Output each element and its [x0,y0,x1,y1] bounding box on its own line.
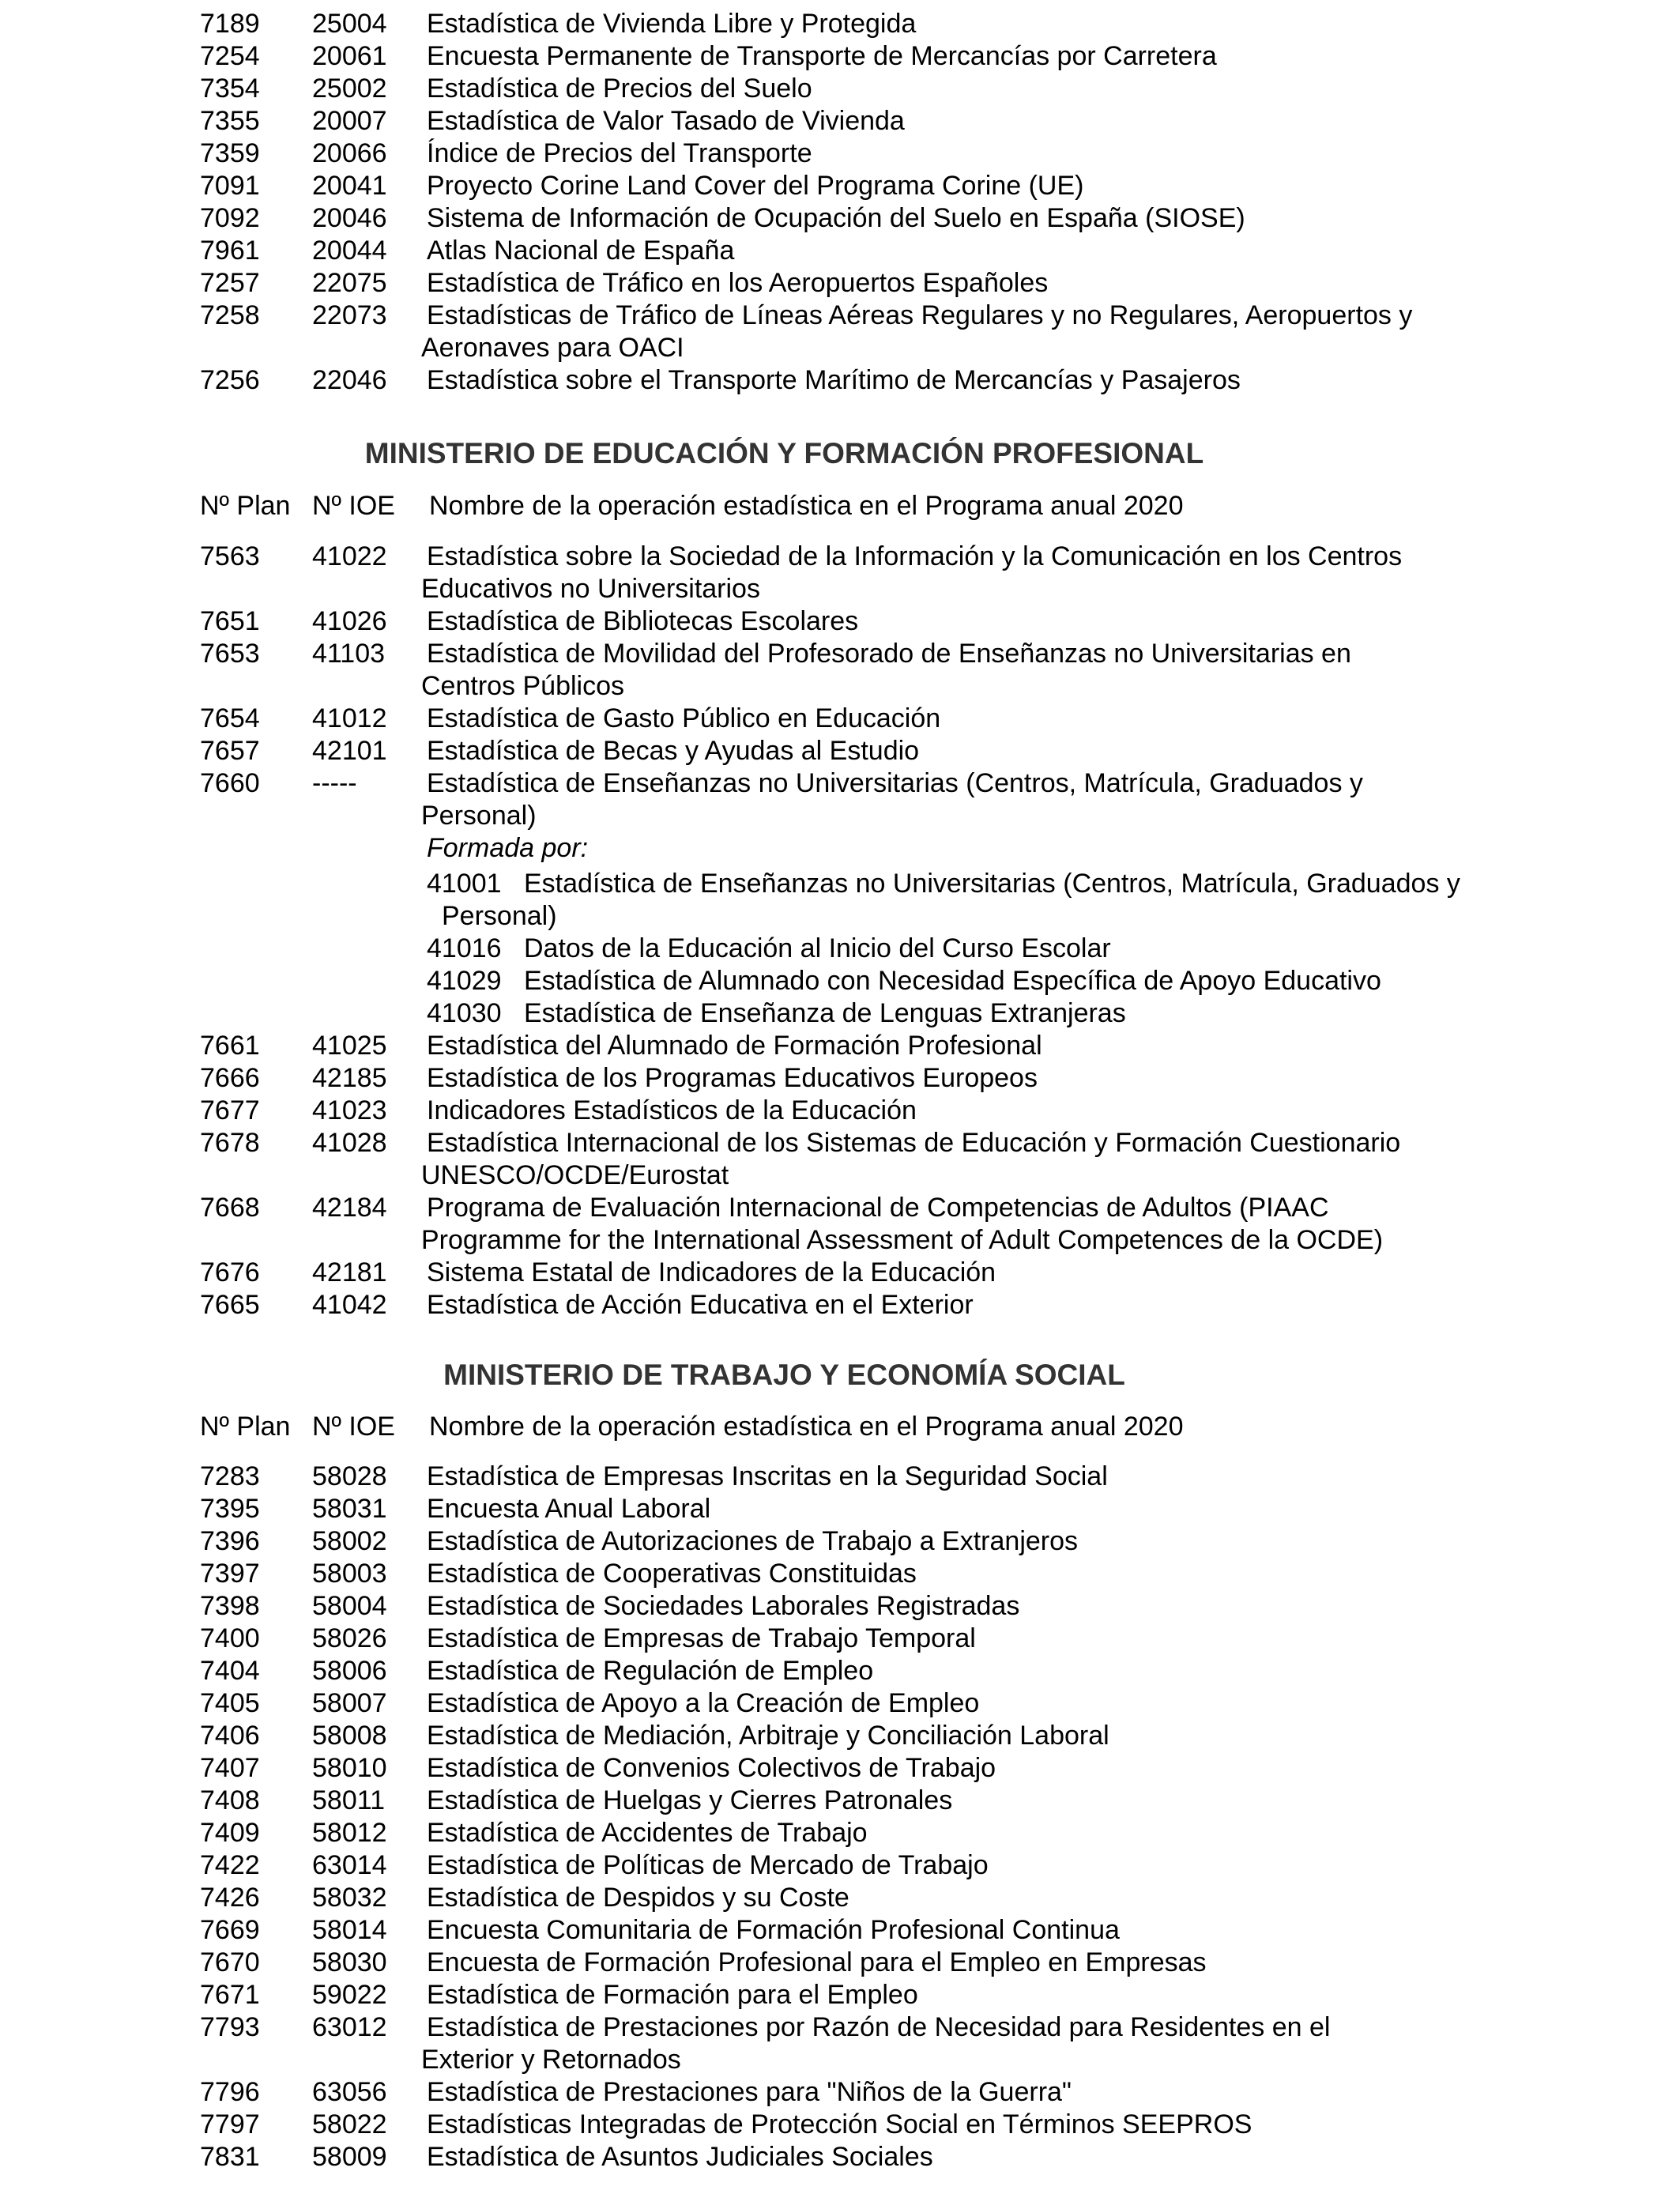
plan-number: 7426 [200,1883,260,1913]
operation-name: Estadística de Prestaciones por Razón de Necesidad para Residentes en el [427,2012,1331,2042]
plan-number: 7651 [200,606,260,636]
ioe-number: 20046 [312,203,387,233]
table-row [0,138,1680,170]
operation-name: Estadística de Despidos y su Coste [427,1883,849,1913]
operation-name: Programa de Evaluación Internacional de Competencias de Adultos (PIAAC [427,1193,1329,1223]
ioe-number: ----- [312,768,357,798]
ioe-number: 42184 [312,1193,387,1223]
ioe-number: 58028 [312,1461,387,1491]
operation-name-continuation: Educativos no Universitarios [421,574,760,604]
table-row [0,1623,1680,1655]
header-operation-name: Nombre de la operación estadística en el Programa anual 2020 [429,1412,1184,1442]
table-row [0,1493,1680,1525]
table-row [0,1785,1680,1817]
ioe-number: 41028 [312,1128,387,1158]
plan-number: 7661 [200,1031,260,1061]
table-row [0,1752,1680,1785]
table-row [0,1817,1680,1849]
operation-name: Estadística de Vivienda Libre y Protegida [427,9,917,39]
table-row-continuation [0,1224,1680,1257]
ioe-number: 41012 [312,703,387,733]
ioe-number: 58011 [312,1785,386,1815]
header-operation-name: Nombre de la operación estadística en el Programa anual 2020 [429,491,1184,521]
section-title-education: MINISTERIO DE EDUCACIÓN Y FORMACIÓN PROFESIONAL [364,437,1204,469]
plan-number: 7660 [200,768,260,798]
operation-name: Estadística de Enseñanzas no Universitarias (Centros, Matrícula, Graduados y [427,768,1363,798]
table-row [0,1590,1680,1623]
table-row [0,1257,1680,1289]
table-row [0,300,1680,332]
plan-number: 7405 [200,1688,260,1718]
operation-name: Estadística de Becas y Ayudas al Estudio [427,736,920,766]
plan-number: 7671 [200,1980,260,2010]
ioe-number: 58004 [312,1591,387,1621]
ioe-number: 58014 [312,1915,387,1945]
ioe-number: 58010 [312,1753,387,1783]
operation-name: Estadística de Movilidad del Profesorado de Enseñanzas no Universitarias en [427,639,1351,669]
table-row [0,73,1680,105]
ioe-number: 42101 [312,736,387,766]
table-row [0,1914,1680,1947]
operation-name: Estadística sobre la Sociedad de la Información y la Comunicación en los Centros [427,541,1403,571]
plan-number: 7400 [200,1623,260,1653]
formed-by-label: Formada por: [427,833,589,863]
sub-operation-continuation [0,900,1680,933]
ioe-number: 25002 [312,74,387,104]
operation-name: Estadísticas de Tráfico de Líneas Aéreas Regulares y no Regulares, Aeropuertos y [427,300,1413,330]
operation-name: Estadística de Asuntos Judiciales Sociales [427,2142,933,2172]
sub-operation-code: 41030 [427,998,502,1028]
table-row [0,1882,1680,1914]
table-row [0,1192,1680,1224]
header-ioe: Nº IOE [312,1412,395,1442]
table-row [0,2076,1680,2109]
header-plan: Nº Plan [200,1412,291,1442]
table-row [0,638,1680,670]
operation-name: Estadística de Autorizaciones de Trabajo a Extranjeros [427,1526,1079,1556]
plan-number: 7793 [200,2012,260,2042]
operation-name: Proyecto Corine Land Cover del Programa Corine (UE) [427,171,1084,201]
plan-number: 7256 [200,365,260,395]
table-row-continuation [0,800,1680,832]
ioe-number: 20044 [312,236,387,266]
table-row-continuation [0,573,1680,605]
operation-name: Estadística de Regulación de Empleo [427,1656,874,1686]
ioe-number: 58008 [312,1721,387,1751]
sub-operation-row [0,868,1680,900]
plan-number: 7354 [200,74,260,104]
sub-operation-name: Estadística de Alumnado con Necesidad Específica de Apoyo Educativo [524,966,1381,996]
table-row [0,605,1680,638]
operation-name: Estadística de Huelgas y Cierres Patronales [427,1785,953,1815]
operation-name: Estadística Internacional de los Sistemas de Educación y Formación Cuestionario [427,1128,1401,1158]
ioe-number: 20041 [312,171,387,201]
table-row [0,735,1680,767]
sub-operation-row [0,933,1680,965]
plan-number: 7283 [200,1461,260,1491]
operation-name: Encuesta Permanente de Transporte de Mercancías por Carretera [427,41,1217,71]
ioe-number: 20007 [312,106,387,136]
sub-operation-name: Estadística de Enseñanzas no Universitarias (Centros, Matrícula, Graduados y [524,869,1460,899]
operation-name: Estadística del Alumnado de Formación Profesional [427,1031,1042,1061]
table-row [0,105,1680,138]
table-row [0,2011,1680,2044]
table-row [0,235,1680,267]
table-row [0,1947,1680,1979]
ioe-number: 41023 [312,1095,387,1125]
table-row [0,267,1680,300]
operation-name: Estadística de Gasto Público en Educación [427,703,941,733]
table-row [0,767,1680,800]
sub-operation-name-continuation: Personal) [442,901,557,931]
plan-number: 7422 [200,1850,260,1880]
operation-name: Estadística de Apoyo a la Creación de Empleo [427,1688,980,1718]
plan-number: 7676 [200,1257,260,1287]
sub-operation-row [0,965,1680,997]
table-row [0,1979,1680,2011]
plan-number: 7406 [200,1721,260,1751]
ioe-number: 20066 [312,138,387,168]
plan-number: 7398 [200,1591,260,1621]
ioe-number: 22046 [312,365,387,395]
ioe-number: 58012 [312,1818,387,1848]
plan-number: 7409 [200,1818,260,1848]
plan-number: 7831 [200,2142,260,2172]
operation-name: Atlas Nacional de España [427,236,735,266]
plan-number: 7359 [200,138,260,168]
operation-name: Estadística de Valor Tasado de Vivienda [427,106,905,136]
operation-name: Estadística de Acción Educativa en el Exterior [427,1290,974,1320]
ioe-number: 58030 [312,1947,387,1977]
operation-name: Estadísticas Integradas de Protección Social en Términos SEEPROS [427,2109,1252,2139]
ioe-number: 42185 [312,1063,387,1093]
table-row [0,2141,1680,2173]
plan-number: 7258 [200,300,260,330]
ioe-number: 22075 [312,268,387,298]
table-row [0,170,1680,202]
plan-number: 7666 [200,1063,260,1093]
plan-number: 7092 [200,203,260,233]
plan-number: 7254 [200,41,260,71]
plan-number: 7670 [200,1947,260,1977]
sub-operation-name: Datos de la Educación al Inicio del Curso Escolar [524,933,1111,963]
operation-name: Encuesta de Formación Profesional para el Empleo en Empresas [427,1947,1207,1977]
formed-by-row [0,832,1680,865]
table-row [0,202,1680,235]
table-header-labour [0,1411,1680,1443]
operation-name: Estadística de Precios del Suelo [427,74,812,104]
table-row [0,1655,1680,1687]
plan-number: 7189 [200,9,260,39]
header-ioe: Nº IOE [312,491,395,521]
operation-name: Estadística de Accidentes de Trabajo [427,1818,868,1848]
plan-number: 7961 [200,236,260,266]
plan-number: 7396 [200,1526,260,1556]
operation-name: Sistema de Información de Ocupación del Suelo en España (SIOSE) [427,203,1245,233]
plan-number: 7404 [200,1656,260,1686]
ioe-number: 41026 [312,606,387,636]
table-row [0,1849,1680,1882]
table-row [0,1095,1680,1127]
ioe-number: 58022 [312,2109,387,2139]
sub-operation-code: 41029 [427,966,502,996]
operation-name: Estadística sobre el Transporte Marítimo de Mercancías y Pasajeros [427,365,1241,395]
table-row [0,1030,1680,1062]
operation-name: Estadística de Formación para el Empleo [427,1980,918,2010]
operation-name: Estadística de Empresas de Trabajo Temporal [427,1623,976,1653]
operation-name: Estadística de Bibliotecas Escolares [427,606,859,636]
sub-operation-code: 41001 [427,869,502,899]
plan-number: 7796 [200,2077,260,2107]
ioe-number: 63012 [312,2012,387,2042]
ioe-number: 22073 [312,300,387,330]
table-row [0,541,1680,573]
plan-number: 7797 [200,2109,260,2139]
plan-number: 7397 [200,1559,260,1589]
table-row [0,703,1680,735]
ioe-number: 59022 [312,1980,387,2010]
operation-name: Índice de Precios del Transporte [427,138,812,168]
ioe-number: 20061 [312,41,387,71]
table-row [0,1127,1680,1159]
plan-number: 7355 [200,106,260,136]
table-row [0,364,1680,397]
table-row [0,1461,1680,1493]
plan-number: 7678 [200,1128,260,1158]
plan-number: 7669 [200,1915,260,1945]
plan-number: 7677 [200,1095,260,1125]
operation-name: Sistema Estatal de Indicadores de la Educación [427,1257,996,1287]
plan-number: 7091 [200,171,260,201]
header-plan: Nº Plan [200,491,291,521]
table-row-continuation [0,670,1680,703]
operation-name: Estadística de Prestaciones para "Niños de la Guerra" [427,2077,1072,2107]
table-header-education [0,490,1680,522]
sub-operation-code: 41016 [427,933,502,963]
operation-name: Encuesta Comunitaria de Formación Profesional Continua [427,1915,1120,1945]
plan-number: 7657 [200,736,260,766]
ioe-number: 58031 [312,1494,387,1524]
table-row [0,8,1680,40]
table-row-continuation [0,2044,1680,2076]
table-row [0,1687,1680,1720]
table-row [0,1062,1680,1095]
ioe-number: 41103 [312,639,386,669]
table-row-continuation [0,1159,1680,1192]
plan-number: 7408 [200,1785,260,1815]
plan-number: 7257 [200,268,260,298]
operation-name-continuation: Programme for the International Assessment of Adult Competences de la OCDE) [421,1225,1384,1255]
table-row-continuation [0,332,1680,364]
plan-number: 7563 [200,541,260,571]
ioe-number: 25004 [312,9,387,39]
plan-number: 7668 [200,1193,260,1223]
table-row [0,40,1680,73]
table-row [0,1558,1680,1590]
table-row [0,2109,1680,2141]
ioe-number: 58032 [312,1883,387,1913]
table-row [0,1289,1680,1321]
operation-name: Estadística de Cooperativas Constituidas [427,1559,917,1589]
plan-number: 7407 [200,1753,260,1783]
sub-operation-name: Estadística de Enseñanza de Lenguas Extranjeras [524,998,1126,1028]
ioe-number: 58006 [312,1656,387,1686]
ioe-number: 58007 [312,1688,387,1718]
plan-number: 7653 [200,639,260,669]
operation-name: Estadística de Mediación, Arbitraje y Conciliación Laboral [427,1721,1109,1751]
operation-name: Estadística de los Programas Educativos Europeos [427,1063,1038,1093]
ioe-number: 41042 [312,1290,387,1320]
operation-name: Estadística de Convenios Colectivos de Trabajo [427,1753,996,1783]
ioe-number: 41022 [312,541,387,571]
operation-name: Estadística de Sociedades Laborales Registradas [427,1591,1020,1621]
ioe-number: 58009 [312,2142,387,2172]
operation-name: Encuesta Anual Laboral [427,1494,711,1524]
ioe-number: 58026 [312,1623,387,1653]
ioe-number: 63056 [312,2077,387,2107]
operation-name: Estadística de Políticas de Mercado de Trabajo [427,1850,989,1880]
ioe-number: 42181 [312,1257,387,1287]
plan-number: 7665 [200,1290,260,1320]
table-row [0,1720,1680,1752]
operation-name: Estadística de Tráfico en los Aeropuertos Españoles [427,268,1049,298]
operation-name: Estadística de Empresas Inscritas en la Seguridad Social [427,1461,1108,1491]
ioe-number: 63014 [312,1850,387,1880]
table-row [0,1525,1680,1558]
section-title-labour: MINISTERIO DE TRABAJO Y ECONOMÍA SOCIAL [443,1359,1125,1391]
operation-name-continuation: Exterior y Retornados [421,2045,681,2075]
plan-number: 7395 [200,1494,260,1524]
operation-name-continuation: Centros Públicos [421,671,625,701]
operation-name-continuation: Personal) [421,801,537,831]
ioe-number: 41025 [312,1031,387,1061]
operation-name-continuation: UNESCO/OCDE/Eurostat [421,1160,729,1190]
sub-operation-row [0,997,1680,1030]
ioe-number: 58002 [312,1526,387,1556]
operation-name: Indicadores Estadísticos de la Educación [427,1095,917,1125]
ioe-number: 58003 [312,1559,387,1589]
operation-name-continuation: Aeronaves para OACI [421,333,684,363]
plan-number: 7654 [200,703,260,733]
